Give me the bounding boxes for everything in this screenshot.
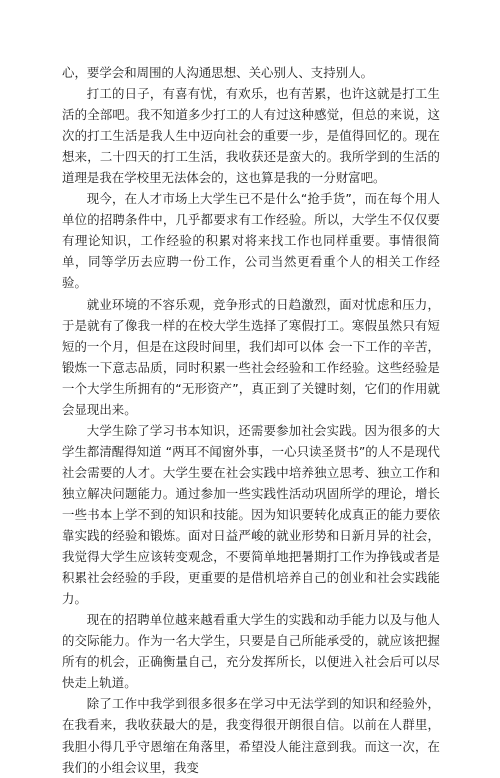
paragraph-7: 除了工作中我学到很多很多在学习中无法学到的知识和经验外，在我看来，我收获最大的是，我变得很开朗很自信。以前在人群里，我胆小得几乎守恩缩在角落里，希望没人能注意到我。而这一次，在我们的小组会议里，我变 (62, 696, 440, 775)
paragraph-3: 现今，在人才市场上大学生已不是什么“抢手货”，而在每个用人单位的招聘条件中，几乎都要求有工作经验。所以，大学生不仅仅要有理论知识，工作经验的积累对将来找工作也同样重要。事情很简单，同等学历去应聘一份工作，公司当然更看重个人的相关工作经验。 (62, 191, 440, 291)
paragraph-5: 大学生除了学习书本知识，还需要参加社会实践。因为很多的大学生都清醒得知道 “两耳不闻窗外事，一心只读圣贤书”的人不是现代社会需要的人才。大学生要在社会实践中培养独立思考、独立工作和独立解决问题能力。通过参加一些实践性活动巩固所学的理论，增长一些书本上学不到的知识和技能。因为知识要转化成真正的能力要依靠实践的经验和锻炼。面对日益严峻的就业形势和日新月异的社会，我觉得大学生应该转变观念，不要简单地把暑期打工作为挣钱或者是积累社会经验的手段，更重要的是借机培养自己的创业和社会实践能力。 (62, 422, 440, 607)
paragraph-2: 打工的日子，有喜有忧，有欢乐，也有苦累，也许这就是打工生活的全部吧。我不知道多少打工的人有过这种感觉，但总的来说，这次的打工生活是我人生中迈向社会的重要一步，是值得回忆的。现在想来，二十四天的打工生活，我收获还是蛮大的。我所学到的生活的道理是我在学校里无法体会的，这也算是我的一分财富吧。 (62, 86, 440, 186)
paragraph-4: 就业环境的不容乐观，竞争形式的日趋激烈，面对忧虑和压力，于是就有了像我一样的在校大学生选择了寒假打工。寒假虽然只有短短的一个月，但是在这段时间里，我们却可以体 会一下工作的辛苦，锻炼一下意志品质，同时积累一些社会经验和工作经验。这些经验是一个大学生所拥有的“无形资产”，真正到了关键时刻，它们的作用就会显现出来。 (62, 296, 440, 417)
paragraph-1: 心，要学会和周围的人沟通思想、关心别人、支持别人。 (62, 65, 374, 80)
paragraph-6: 现在的招聘单位越来越看重大学生的实践和动手能力以及与他人的交际能力。作为一名大学生，只要是自己所能承受的，就应该把握所有的机会，正确衡量自己，充分发挥所长，以便进入社会后可以尽快走上轨道。 (62, 612, 440, 691)
document-body (62, 62, 440, 778)
